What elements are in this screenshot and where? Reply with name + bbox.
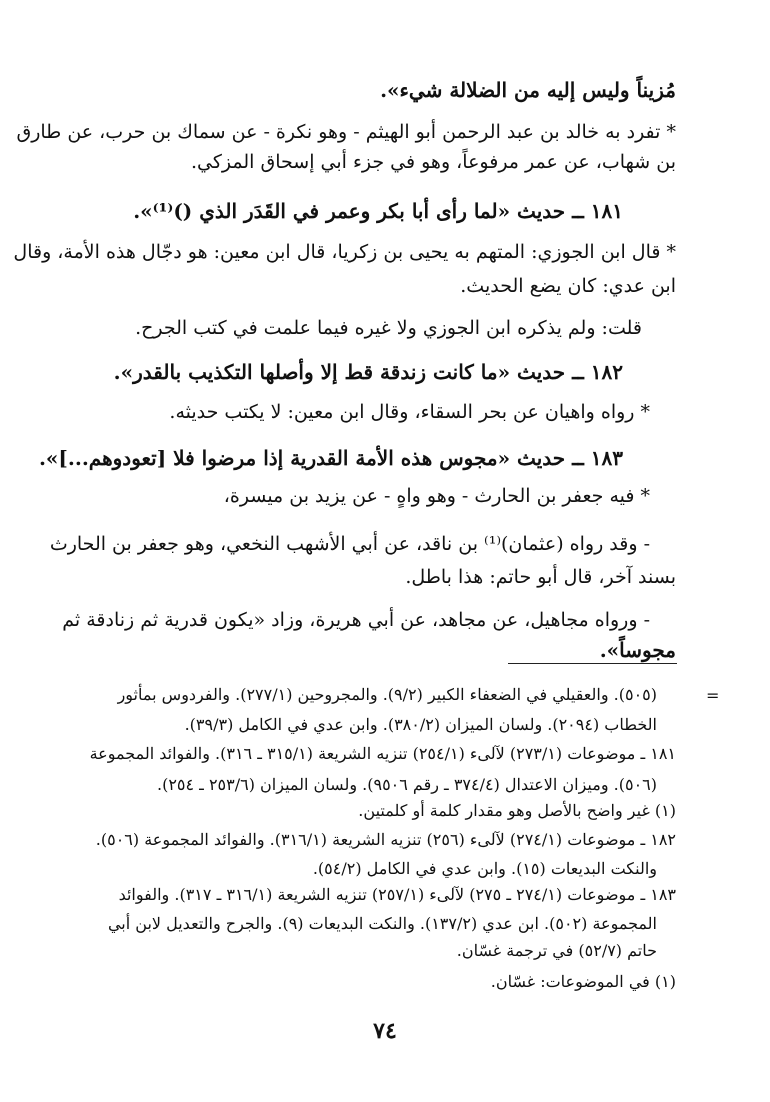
hadith-heading: ١٨٢ ــ حديث «ما كانت زندقة قط إلا وأصلها التكذيب بالقدر».: [113, 360, 623, 384]
footnote-line: (١) في الموضوعات: غسّان.: [490, 972, 676, 991]
text-line: * رواه واهيان عن بحر السقاء، وقال ابن معين: لا يكتب حديثه.: [169, 401, 650, 423]
text-line: * فيه جعفر بن الحارث - وهو واهٍ - عن يزيد بن ميسرة،: [223, 485, 650, 507]
footnote-line: ١٨٢ ـ موضوعات (٢٧٤/١) لآلىء (٢٥٦) تنزيه الشريعة (٣١٦/١). والفوائد المجموعة (٥٠٦).: [95, 830, 676, 849]
text-line: بن شهاب، عن عمر مرفوعاً، وهو في جزء أبي إسحاق المزكي.: [190, 151, 676, 173]
margin-marker: =: [706, 686, 720, 705]
hadith-heading: ١٨٣ ــ حديث «مجوس هذه الأمة القدرية إذا مرضوا فلا [تعودوهم...]».: [38, 446, 623, 470]
text-line: قلت: ولم يذكره ابن الجوزي ولا غيره فيما علمت في كتب الجرح.: [135, 317, 642, 339]
footnote-line: (٥٠٥). والعقيلي في الضعفاء الكبير (٩/٢). والمجروحين (٢٧٧/١). والفردوس بمأثور: [117, 685, 657, 704]
text-line: * تفرد به خالد بن عبد الرحمن أبو الهيثم - وهو نكرة - عن سماك بن حرب، عن طارق: [16, 121, 676, 143]
text-line: - وقد رواه (عثمان)⁽¹⁾ بن ناقد، عن أبي الأشهب النخعي، وهو جعفر بن الحارث: [49, 533, 650, 555]
text-line: * قال ابن الجوزي: المتهم به يحيى بن زكريا، قال ابن معين: هو دجّال هذه الأمة، وقال: [13, 241, 676, 263]
text-line: - ورواه مجاهيل، عن مجاهد، عن أبي هريرة، وزاد «يكون قدرية ثم زنادقة ثم: [62, 609, 650, 631]
page-number: ٧٤: [373, 1018, 397, 1044]
footnote-line: حاتم (٥٢/٧) في ترجمة غسّان.: [456, 941, 657, 960]
footnote-line: المجموعة (٥٠٢). ابن عدي (١٣٧/٢). والنكت البديعات (٩). والجرح والتعديل لابن أبي: [107, 914, 657, 933]
text-line: بسند آخر، قال أبو حاتم: هذا باطل.: [405, 566, 676, 588]
hadith-heading: ١٨١ ــ حديث «لما رأى أبا بكر وعمر في القَدَر الذي ()⁽¹⁾».: [133, 199, 623, 223]
text-line: مجوساً».: [599, 638, 676, 662]
footnote-line: الخطاب (٢٠٩٤). ولسان الميزان (٣٨٠/٢). وابن عدي في الكامل (٣٩/٣).: [184, 715, 657, 734]
text-line: ابن عدي: كان يضع الحديث.: [460, 275, 676, 297]
footnote-line: والنكت البديعات (١٥). وابن عدي في الكامل (٥٤/٢).: [312, 859, 657, 878]
text-line: مُزيناً وليس إليه من الضلالة شيء».: [380, 78, 676, 102]
footnote-line: ١٨٣ ـ موضوعات (٢٧٤/١ ـ ٢٧٥) لآلىء (٢٥٧/١) تنزيه الشريعة (٣١٦/١ ـ ٣١٧). والفوائد: [118, 885, 676, 904]
footnote-line: (٥٠٦). وميزان الاعتدال (٣٧٤/٤ ـ رقم ٩٥٠٦). ولسان الميزان (٢٥٣/٦ ـ ٢٥٤).: [156, 775, 657, 794]
footnote-separator: [508, 663, 677, 664]
footnote-line: ١٨١ ـ موضوعات (٢٧٣/١) لآلىء (٢٥٤/١) تنزيه الشريعة (٣١٥/١ ـ ٣١٦). والفوائد المجموعة: [89, 744, 676, 763]
footnote-line: (١) غير واضح بالأصل وهو مقدار كلمة أو كلمتين.: [358, 801, 676, 820]
